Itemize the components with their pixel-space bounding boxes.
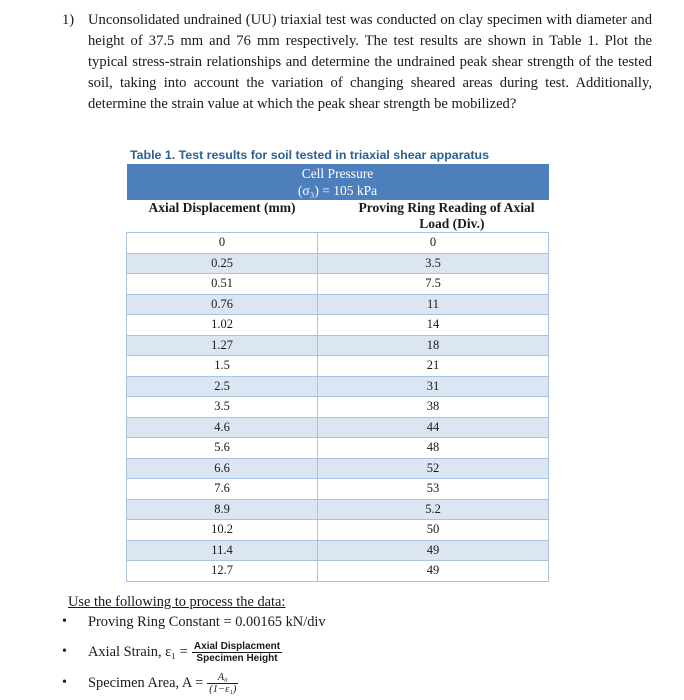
table-row [127,315,549,336]
ring-reading-cell: 53 [318,479,549,500]
table-row [127,335,549,356]
table-row [127,438,549,459]
table-row [127,356,549,377]
axial-displacement-cell: 3.5 [127,397,318,418]
problem-statement [62,10,652,115]
ring-reading-cell: 49 [318,540,549,561]
list-item-specimen-area [58,668,326,698]
table-row [127,520,549,541]
ring-reading-cell: 49 [318,561,549,582]
cell-pressure-label: Cell Pressure [301,166,374,181]
axial-displacement-cell: 6.6 [127,458,318,479]
axial-strain-denominator: Specimen Height [196,652,278,664]
ring-reading-cell: 38 [318,397,549,418]
problem-text: Unconsolidated undrained (UU) triaxial test was conducted on clay specimen with diameter and height of 37.5 mm and 76 mm respectively. The test results are shown in Table 1. Plot the typical stress-strain relationships and determine the undrained peak shear strength of the tested soil, taking into account the variation of changing sheared areas during test. Additionally, determine the strain value at which the peak shear strength be mobilized? [88,12,652,112]
table-row [127,479,549,500]
axial-strain-label: Axial Strain, ε₁ = [88,643,188,660]
ring-reading-cell: 21 [318,356,549,377]
specimen-area-fraction [207,672,238,695]
ring-reading-cell: 50 [318,520,549,541]
axial-displacement-cell: 0.51 [127,274,318,295]
ring-reading-cell: 7.5 [318,274,549,295]
cell-pressure-header [127,164,549,200]
axial-displacement-cell: 1.5 [127,356,318,377]
axial-displacement-cell: 1.02 [127,315,318,336]
ring-reading-cell: 5.2 [318,499,549,520]
axial-displacement-cell: 1.27 [127,335,318,356]
table-body [127,233,549,582]
axial-strain-numerator: Axial Displacment [193,640,281,652]
ring-reading-cell: 14 [318,315,549,336]
axial-displacement-cell: 5.6 [127,438,318,459]
axial-displacement-cell: 4.6 [127,417,318,438]
ring-reading-cell: 18 [318,335,549,356]
axial-strain-fraction [192,641,282,664]
axial-displacement-cell: 7.6 [127,479,318,500]
problem-number: 1) [62,12,75,28]
table-row [127,253,549,274]
table-caption: Table 1. Test results for soil tested in triaxial shear apparatus [130,148,489,162]
table-row [127,499,549,520]
list-item-ring-constant [58,614,326,636]
axial-displacement-cell: 2.5 [127,376,318,397]
table-row [127,540,549,561]
axial-displacement-cell: 0 [127,233,318,254]
axial-displacement-cell: 12.7 [127,561,318,582]
axial-displacement-cell: 10.2 [127,520,318,541]
table-row [127,294,549,315]
table-row [127,397,549,418]
ring-reading-line1: Proving Ring Reading of Axial [358,200,535,215]
list-item-axial-strain [58,636,326,668]
process-heading: Use the following to process the data: [68,594,286,610]
column-header-displacement: Axial Displacement (mm) [127,200,318,233]
axial-displacement-cell: 8.9 [127,499,318,520]
process-list [58,614,326,698]
ring-reading-line2: Load (Div.) [419,216,485,231]
table-row [127,274,549,295]
cell-pressure-value: (σ₃) = 105 kPa [297,183,378,198]
bullet-icon: • [62,675,67,690]
specimen-area-label: Specimen Area, A = [88,674,204,691]
ring-reading-cell: 0 [318,233,549,254]
specimen-area-numerator: A₀ [207,672,238,684]
ring-reading-cell: 52 [318,458,549,479]
ring-reading-cell: 44 [318,417,549,438]
ring-reading-cell: 3.5 [318,253,549,274]
bullet-icon: • [62,614,67,629]
ring-reading-cell: 11 [318,294,549,315]
table-row [127,233,549,254]
results-table [126,164,549,582]
column-header-ring-reading [318,200,549,233]
bullet-icon: • [62,644,67,659]
axial-displacement-cell: 0.25 [127,253,318,274]
ring-reading-cell: 31 [318,376,549,397]
table-row [127,417,549,438]
table-row [127,561,549,582]
axial-displacement-cell: 11.4 [127,540,318,561]
specimen-area-denominator: (1−ε₁) [209,683,237,695]
axial-displacement-cell: 0.76 [127,294,318,315]
ring-reading-cell: 48 [318,438,549,459]
table-row [127,376,549,397]
ring-constant-text: Proving Ring Constant = 0.00165 kN/div [88,614,326,630]
table-row [127,458,549,479]
